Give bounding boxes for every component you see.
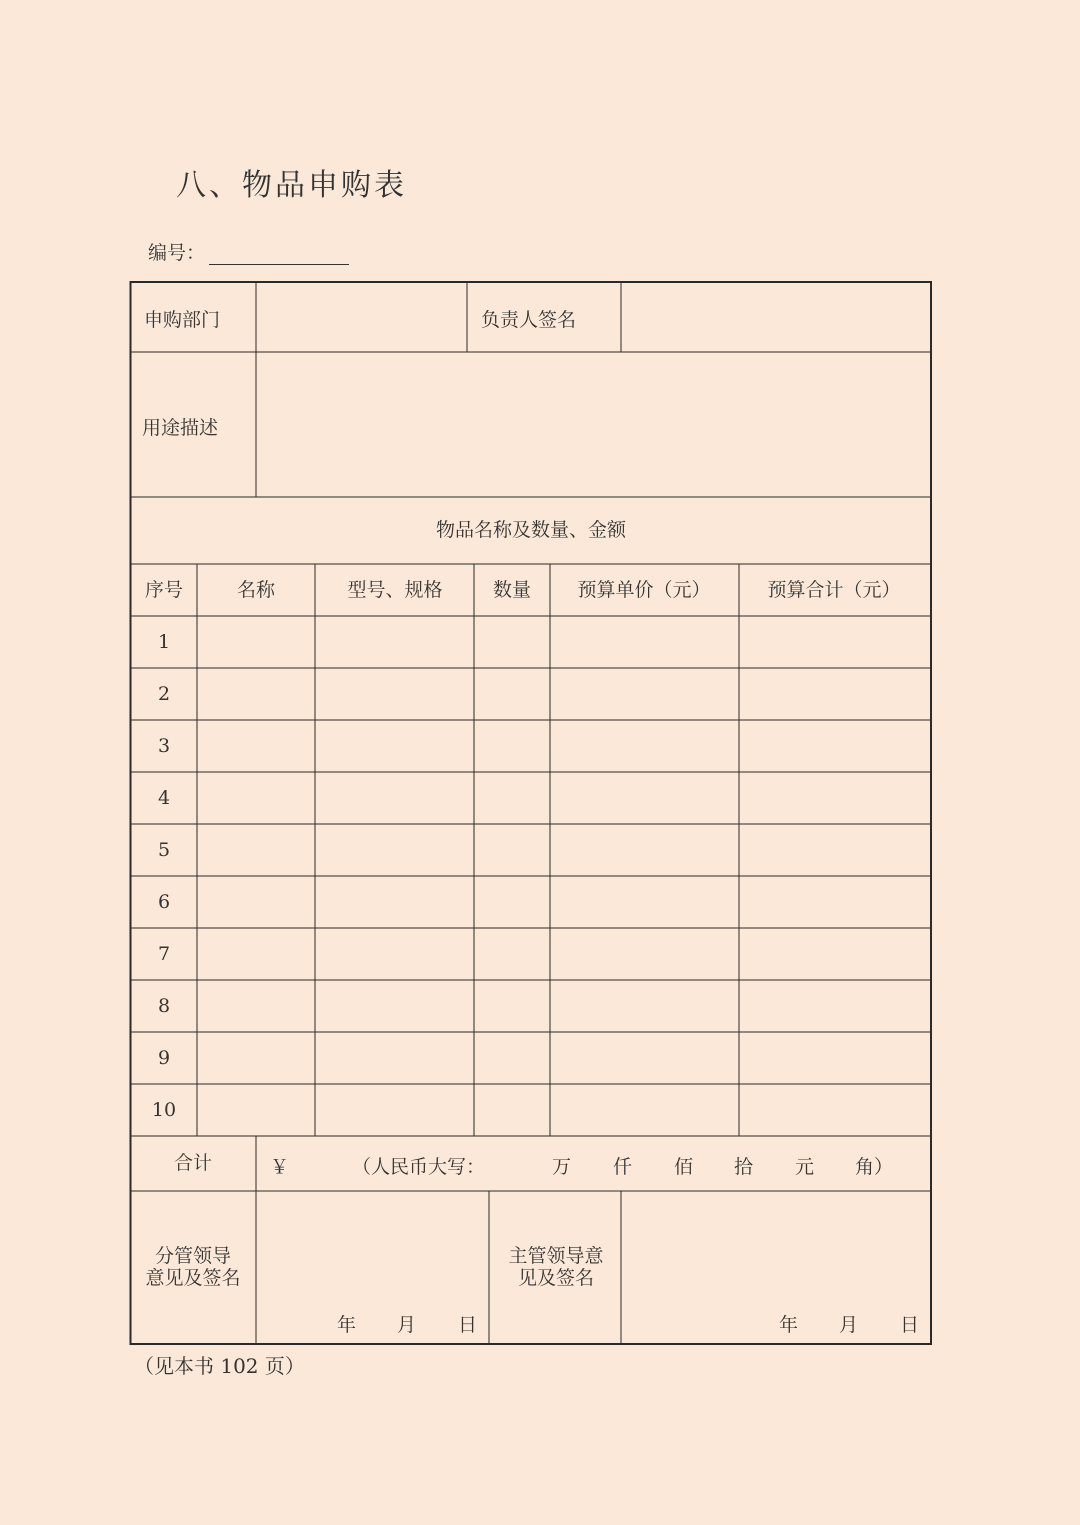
sign-input[interactable] — [623, 284, 929, 350]
col-header-index: 序号 — [144, 579, 184, 601]
row-index-6: 6 — [157, 891, 171, 913]
deputy-leader-sign-area[interactable] — [258, 1193, 487, 1342]
deputy-date-month: 月 — [397, 1314, 417, 1336]
row-index-8: 8 — [157, 995, 171, 1017]
chief-date-year: 年 — [779, 1314, 799, 1336]
sign-label: 负责人签名 — [481, 309, 577, 331]
dept-label: 申购部门 — [144, 309, 221, 331]
total-label: 合计 — [173, 1152, 213, 1174]
unit-bai: 佰 — [674, 1156, 694, 1178]
unit-jiao: 角） — [855, 1156, 894, 1178]
purpose-input[interactable] — [258, 354, 929, 495]
col-header-subtotal: 预算合计（元） — [767, 579, 901, 601]
deputy-date-year: 年 — [337, 1314, 357, 1336]
deputy-date-day: 日 — [458, 1314, 478, 1336]
dept-input[interactable] — [258, 284, 465, 350]
deputy-leader-label: 分管领导 意见及签名 — [145, 1245, 241, 1289]
row-index-2: 2 — [157, 683, 171, 705]
currency-symbol: ￥ — [270, 1156, 290, 1178]
page-reference-note: （见本书 102 页） — [134, 1354, 305, 1378]
row-index-9: 9 — [157, 1047, 171, 1069]
col-header-model: 型号、规格 — [347, 579, 443, 601]
amount-in-words-label: （人民币大写： — [352, 1156, 486, 1178]
row-index-3: 3 — [157, 735, 171, 757]
chief-leader-label: 主管领导意 见及签名 — [508, 1245, 604, 1289]
unit-wan: 万 — [552, 1156, 572, 1178]
unit-qian: 仟 — [613, 1156, 633, 1178]
row-index-10: 10 — [151, 1099, 177, 1121]
serial-label: 编号： — [148, 242, 206, 264]
chief-date-month: 月 — [839, 1314, 859, 1336]
unit-shi: 拾 — [734, 1156, 754, 1178]
purpose-label: 用途描述 — [142, 417, 219, 439]
chief-date-day: 日 — [900, 1314, 920, 1336]
row-index-5: 5 — [157, 839, 171, 861]
row-index-4: 4 — [157, 787, 171, 809]
unit-yuan: 元 — [795, 1156, 815, 1178]
row-index-7: 7 — [157, 943, 171, 965]
items-section-header: 物品名称及数量、金额 — [435, 519, 627, 541]
col-header-quantity: 数量 — [492, 579, 532, 601]
col-header-name: 名称 — [236, 579, 276, 601]
col-header-unit-price: 预算单价（元） — [577, 579, 711, 601]
row-index-1: 1 — [157, 631, 171, 653]
page-title: 八、物品申购表 — [176, 168, 407, 203]
chief-leader-sign-area[interactable] — [623, 1193, 929, 1342]
